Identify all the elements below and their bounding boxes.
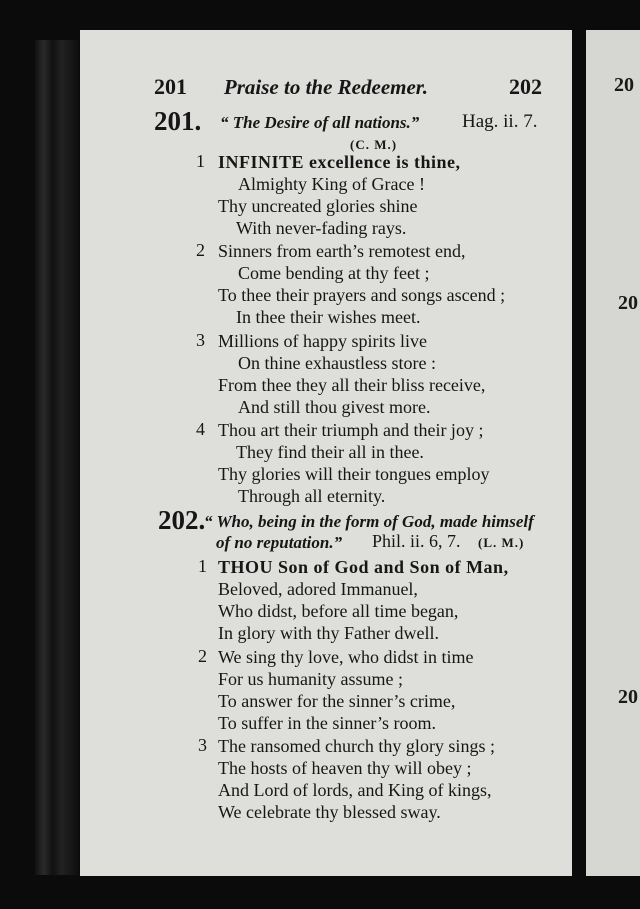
page-title: Praise to the Redeemer. [223, 75, 429, 99]
verse-number: 1 [198, 556, 207, 576]
verse-number: 4 [196, 419, 205, 439]
scripture-reference: Phil. ii. 6, 7. [372, 531, 461, 551]
adjacent-page-number: 20 [614, 74, 634, 96]
verse-number: 3 [196, 330, 205, 350]
verse-line: Who didst, before all time began, [218, 601, 459, 621]
scripture-reference: Hag. ii. 7. [462, 111, 538, 132]
page-number-right: 202 [509, 74, 542, 99]
verse-line: And still thou givest more. [238, 397, 431, 417]
hymn-number: 202. [158, 505, 206, 535]
verse-number: 3 [198, 735, 207, 755]
hymn-epigraph: “ The Desire of all nations.” [220, 113, 420, 132]
hymn-number: 201. [154, 106, 202, 136]
verse-line: Thy uncreated glories shine [218, 196, 418, 216]
verse-line: THOU Son of God and Son of Man, [218, 557, 509, 577]
verse-line: The ransomed church thy glory sings ; [218, 736, 495, 756]
hymnal-page [80, 30, 572, 876]
verse-line: Beloved, adored Immanuel, [218, 579, 418, 599]
verse-line: Sinners from earth’s remotest end, [218, 241, 466, 261]
verse-line: And Lord of lords, and King of kings, [218, 780, 492, 800]
verse-line: The hosts of heaven thy will obey ; [218, 758, 472, 778]
verse-number: 2 [196, 240, 205, 260]
page-number-left: 201 [154, 74, 187, 99]
verse-line: To answer for the sinner’s crime, [218, 691, 456, 711]
verse-line: Thou art their triumph and their joy ; [218, 420, 484, 440]
hymn-epigraph: “ Who, being in the form of God, made himself [204, 512, 534, 531]
hymn-epigraph-continued: of no reputation.” [216, 533, 343, 552]
verse-line: With never-fading rays. [236, 218, 407, 238]
verse-line: In thee their wishes meet. [236, 307, 421, 327]
verse-line: INFINITE excellence is thine, [218, 152, 461, 172]
verse-line: Thy glories will their tongues employ [218, 464, 490, 484]
verse-line: They find their all in thee. [236, 442, 424, 462]
verse-line: Millions of happy spirits live [218, 331, 427, 351]
verse-line: From thee they all their bliss receive, [218, 375, 486, 395]
verse-number: 2 [198, 646, 207, 666]
verse-line: Come bending at thy feet ; [238, 263, 430, 283]
verse-line: To thee their prayers and songs ascend ; [218, 285, 506, 305]
verse-line: We sing thy love, who didst in time [218, 647, 474, 667]
verse-line: On thine exhaustless store : [238, 353, 436, 373]
adjacent-page-edge [586, 30, 640, 876]
verse-line: Almighty King of Grace ! [238, 174, 425, 194]
meter-label: (C. M.) [350, 137, 398, 152]
verse-number: 1 [196, 151, 205, 171]
adjacent-hymn-number: 20 [618, 292, 638, 314]
book-binding [35, 40, 79, 875]
page-header [80, 74, 572, 102]
verse-line: For us humanity assume ; [218, 669, 403, 689]
verse-line: Through all eternity. [238, 486, 386, 506]
verse-line: To suffer in the sinner’s room. [218, 713, 437, 733]
verse-line: We celebrate thy blessed sway. [218, 802, 441, 822]
meter-label: (L. M.) [478, 535, 525, 550]
verse-line: In glory with thy Father dwell. [218, 623, 439, 643]
adjacent-hymn-number: 20 [618, 686, 638, 708]
